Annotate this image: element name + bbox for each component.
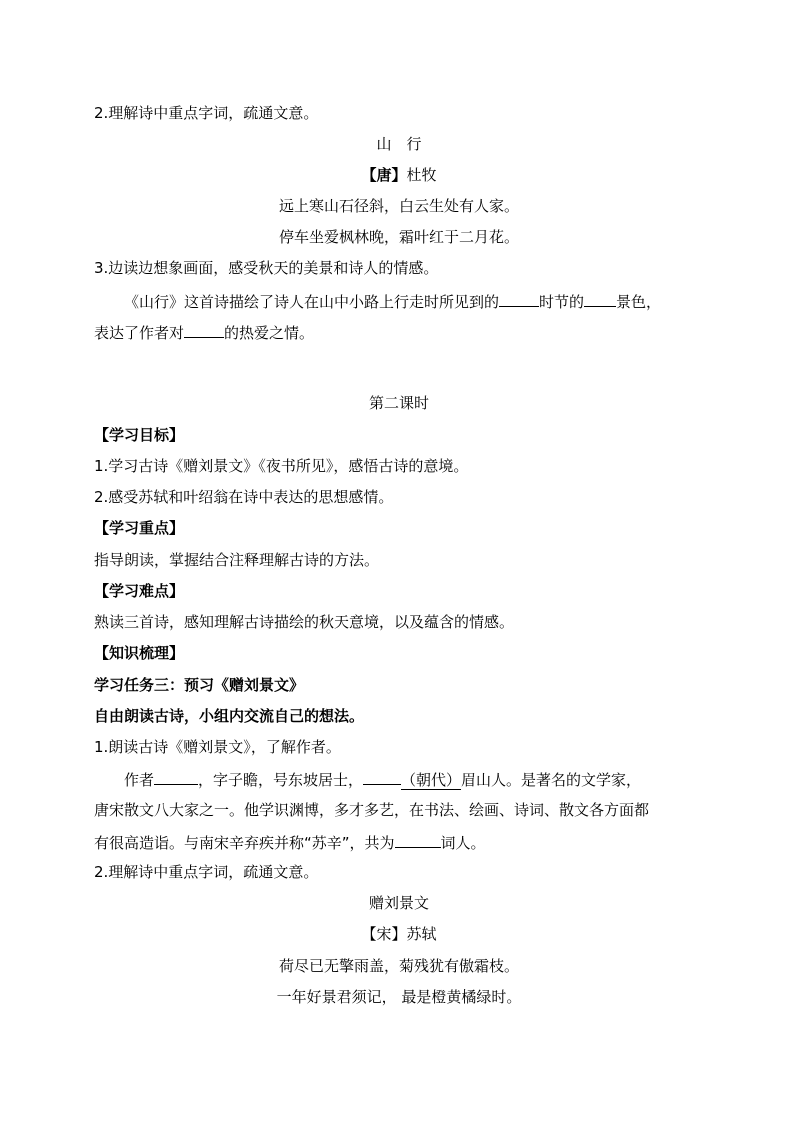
fill-in-sentence-1 [124, 290, 661, 312]
author-name: 苏轼 [406, 925, 437, 943]
step-1-read-poem: 1.朗读古诗《赠刘景文》，了解作者。 [94, 738, 341, 756]
author-name: 杜牧 [406, 166, 437, 184]
blank-author-name[interactable] [154, 768, 198, 785]
item-3-imagine: 3.边读边想象画面，感受秋天的美景和诗人的情感。 [94, 259, 439, 277]
fill-text-d: 表达了作者对 [94, 324, 185, 342]
item-2-understand-words: 2.理解诗中重点字词，疏通文意。 [94, 104, 319, 122]
blank-season[interactable] [499, 290, 539, 307]
dynasty-label: 【唐】 [361, 166, 407, 184]
goals-heading: 【学习目标】 [94, 426, 185, 444]
author-intro-line-3 [94, 831, 486, 853]
poem2-author-line [94, 924, 704, 944]
poem-line-1: 远上寒山石径斜，白云生处有人家。 [278, 197, 519, 215]
step-2-understand-words: 2.理解诗中重点字词，疏通文意。 [94, 863, 319, 881]
author-intro-line-2: 唐宋散文八大家之一。他学识渊博，多才多艺，在书法、绘画、诗词、散文各方面都 [94, 801, 650, 819]
key-points-heading: 【学习重点】 [94, 519, 185, 537]
fill-text-c: 景色， [616, 293, 662, 311]
goal-1: 1.学习古诗《赠刘景文》《夜书所见》，感悟古诗的意境。 [94, 457, 469, 475]
author-text-3b: 词人。 [440, 834, 486, 852]
dynasty-label: 【宋】 [361, 925, 407, 943]
poem-title-shanxing: 山 行 [376, 135, 422, 153]
poem-line-2: 停车坐爱枫林晚，霜叶红于二月花。 [278, 228, 519, 246]
knowledge-heading: 【知识梳理】 [94, 644, 185, 662]
author-text-d: 眉山人。是著名的文学家， [461, 771, 642, 789]
poem-title-zengliujingwen: 赠刘景文 [368, 894, 429, 912]
task-3-instruction: 自由朗读古诗，小组内交流自己的想法。 [94, 707, 365, 725]
author-text-a: 作者 [124, 771, 155, 789]
blank-love-object[interactable] [184, 321, 224, 338]
author-text-b: ，字子瞻，号东坡居士， [198, 771, 364, 789]
author-text-3a: 有很高造诣。与南宋辛弃疾并称“苏辛”，共为 [94, 834, 395, 852]
fill-text-e: 的热爱之情。 [224, 324, 315, 342]
blank-scenery[interactable] [584, 290, 616, 307]
fill-in-sentence-2 [94, 321, 314, 343]
difficulties-heading: 【学习难点】 [94, 582, 185, 600]
poem2-line-2: 一年好景君须记， 最是橙黄橘绿时。 [276, 988, 522, 1006]
fill-text-a: 《山行》这首诗描绘了诗人在山中小路上行走时所见到的 [124, 293, 500, 311]
lesson-title: 第二课时 [368, 394, 429, 412]
dynasty-hint: （朝代） [401, 771, 462, 789]
difficulties-text: 熟读三首诗，感知理解古诗描绘的秋天意境，以及蕴含的情感。 [94, 613, 515, 631]
author-intro-line-1 [124, 768, 641, 790]
task-3-title: 学习任务三：预习《赠刘景文》 [94, 676, 305, 694]
blank-dynasty[interactable] [363, 768, 401, 785]
fill-text-b: 时节的 [539, 293, 585, 311]
goal-2: 2.感受苏轼和叶绍翁在诗中表达的思想感情。 [94, 488, 394, 506]
poem-author-line [94, 165, 704, 185]
blank-poet-style[interactable] [395, 831, 441, 848]
poem2-line-1: 荷尽已无擎雨盖，菊残犹有傲霜枝。 [278, 957, 519, 975]
key-points-text: 指导朗读，掌握结合注释理解古诗的方法。 [94, 551, 380, 569]
